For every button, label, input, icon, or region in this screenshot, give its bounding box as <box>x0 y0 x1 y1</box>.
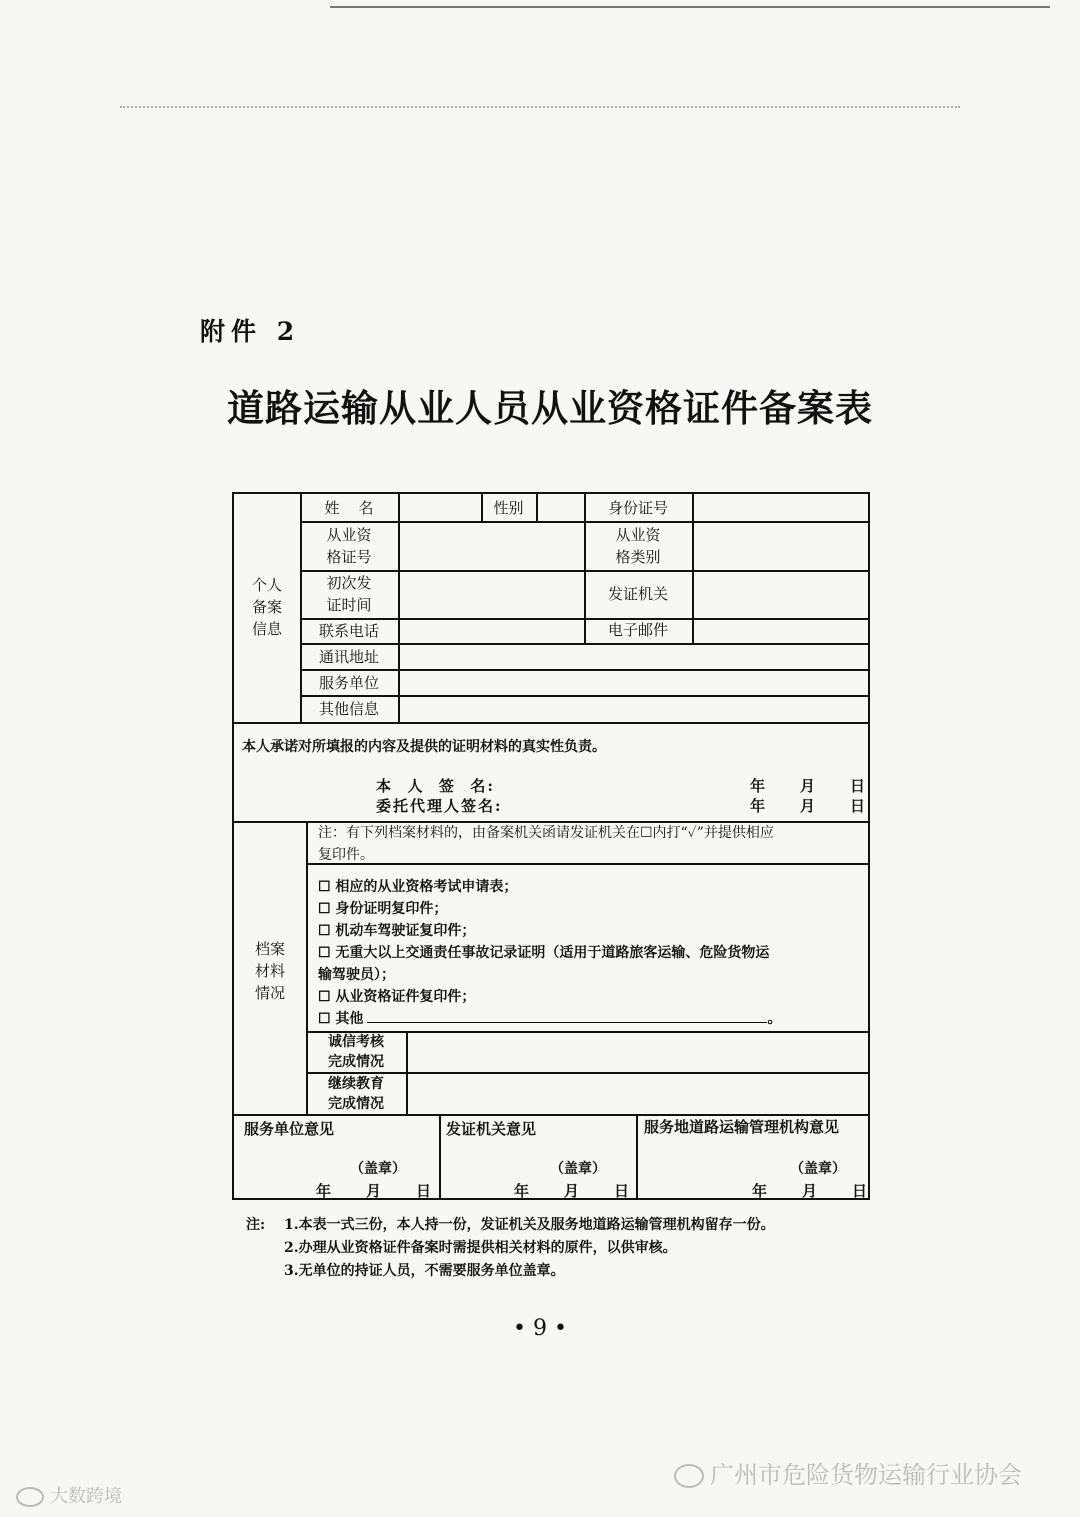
self-sign-month: 月 <box>800 777 816 795</box>
admin-opinion-label: 服务地道路运输管理机构意见 <box>644 1118 840 1136</box>
admin-seal: （盖章） <box>790 1161 846 1177</box>
admin-year: 年 <box>752 1182 768 1200</box>
archive-item-license-copy[interactable]: ☐ 机动车驾驶证复印件； <box>318 923 476 939</box>
first-issue-date-field[interactable] <box>398 572 584 616</box>
archive-note: 注：有下列档案材料的，由备案机关函请发证机关在☐内打“✓”并提供相应 复印件。 <box>318 825 774 863</box>
footnote-lead: 注: <box>246 1217 266 1233</box>
attachment-label: 附件 2 <box>200 317 301 346</box>
employer-label: 服务单位 <box>318 674 379 692</box>
integrity-review-label: 诚信考核 完成情况 <box>328 1034 384 1070</box>
other-underline-field[interactable] <box>367 1008 767 1023</box>
cert-type-field[interactable] <box>692 524 870 568</box>
archive-item-list <box>318 876 781 1030</box>
issuer-month: 月 <box>564 1182 580 1200</box>
gender-label: 性别 <box>493 499 524 517</box>
continuing-education-label: 继续教育 完成情况 <box>328 1076 384 1112</box>
issuer-opinion-label: 发证机关意见 <box>446 1120 537 1138</box>
footnote-3: 3.无单位的持证人员，不需要服务单位盖章。 <box>284 1263 565 1279</box>
agent-sign-year: 年 <box>750 797 766 815</box>
self-signature-field[interactable] <box>504 775 744 797</box>
admin-month: 月 <box>802 1182 818 1200</box>
watermark-dashu: 大数跨境 <box>16 1482 122 1508</box>
agent-sign-month: 月 <box>800 797 816 815</box>
footnotes <box>246 1214 775 1283</box>
employer-seal: （盖章） <box>350 1161 406 1177</box>
issuer-year: 年 <box>514 1182 530 1200</box>
phone-field[interactable] <box>398 620 584 642</box>
continuing-education-field[interactable] <box>406 1074 870 1112</box>
agent-signature-label: 委托代理人签名: <box>376 797 503 815</box>
employer-year: 年 <box>316 1182 332 1200</box>
footnote-1: 1.本表一式三份，本人持一份，发证机关及服务地道路运输管理机构留存一份。 <box>284 1217 775 1233</box>
page-title: 道路运输从业人员从业资格证件备案表 <box>227 386 873 430</box>
personal-section-label: 个人 备案 信息 <box>251 576 282 638</box>
first-issue-date-label: 初次发 证时间 <box>326 574 372 614</box>
agent-sign-day: 日 <box>850 797 866 815</box>
archive-item-accident-record[interactable]: ☐ 无重大以上交通责任事故记录证明（适用于道路旅客运输、危险货物运 <box>318 945 770 961</box>
record-form-table <box>232 492 870 1200</box>
pledge-text: 本人承诺对所填报的内容及提供的证明材料的真实性负责。 <box>242 739 606 755</box>
archive-item-id-copy[interactable]: ☐ 身份证明复印件； <box>318 901 448 917</box>
other-info-label: 其他信息 <box>318 700 379 718</box>
issuer-day: 日 <box>614 1182 630 1200</box>
page-number: • 9 • <box>513 1316 567 1341</box>
name-label: 姓 名 <box>324 499 374 517</box>
id-number-label: 身份证号 <box>607 499 668 517</box>
address-label: 通讯地址 <box>318 648 379 666</box>
issuing-authority-field[interactable] <box>692 572 870 616</box>
logo-icon <box>16 1487 44 1507</box>
top-border-line <box>330 6 1050 8</box>
cert-number-label: 从业资 格证号 <box>326 526 372 566</box>
self-sign-year: 年 <box>750 777 766 795</box>
issuer-seal: （盖章） <box>550 1161 606 1177</box>
phone-label: 联系电话 <box>318 622 379 640</box>
employer-day: 日 <box>416 1182 432 1200</box>
self-sign-day: 日 <box>850 777 866 795</box>
address-field[interactable] <box>398 646 870 668</box>
admin-day: 日 <box>852 1182 868 1200</box>
watermark-association: 广州市危险货物运输行业协会 <box>674 1455 1022 1490</box>
footnote-2: 2.办理从业资格证件备案时需提供相关材料的原件，以供审核。 <box>284 1240 677 1256</box>
name-field[interactable] <box>398 497 481 519</box>
self-signature-label: 本 人 签 名: <box>376 777 495 795</box>
employer-month: 月 <box>366 1182 382 1200</box>
integrity-review-field[interactable] <box>406 1032 870 1070</box>
wechat-icon <box>674 1464 704 1488</box>
archive-item-cert-copy[interactable]: ☐ 从业资格证件复印件； <box>318 989 476 1005</box>
employer-opinion-label: 服务单位意见 <box>244 1120 335 1138</box>
email-field[interactable] <box>692 620 870 642</box>
other-info-field[interactable] <box>398 698 870 720</box>
gender-field[interactable] <box>536 497 584 519</box>
issuing-authority-label: 发证机关 <box>607 585 668 603</box>
employer-field[interactable] <box>398 672 870 694</box>
scan-dotted-line <box>120 106 960 108</box>
archive-item-accident-record-cont: 输驾驶员）； <box>318 967 395 983</box>
agent-signature-field[interactable] <box>504 795 744 817</box>
cert-number-field[interactable] <box>398 524 584 568</box>
archive-item-other[interactable]: ☐ 其他 。 <box>318 1008 781 1030</box>
cert-type-label: 从业资 格类别 <box>615 526 661 566</box>
archive-section-label: 档案 材料 情况 <box>254 940 285 1002</box>
archive-item-exam-application[interactable]: ☐ 相应的从业资格考试申请表； <box>318 879 518 895</box>
email-label: 电子邮件 <box>607 621 668 639</box>
id-number-field[interactable] <box>692 497 870 519</box>
